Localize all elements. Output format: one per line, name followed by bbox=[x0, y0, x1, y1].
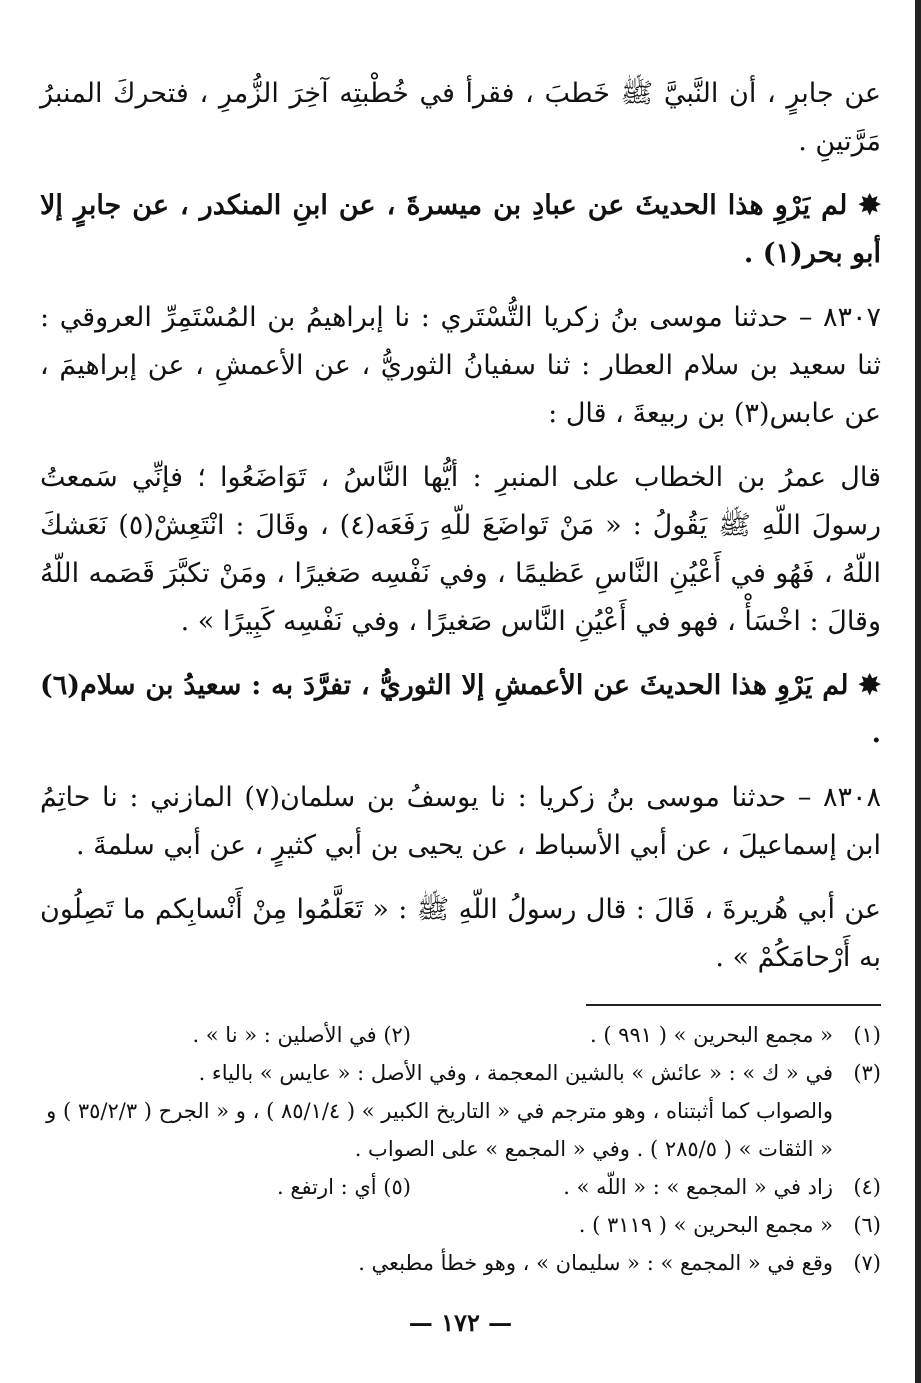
footnote-6-mark: (٦) bbox=[853, 1213, 881, 1237]
footnote-1-mark: (١) bbox=[853, 1023, 881, 1047]
paragraph-hadith-8307-isnad: ٨٣٠٧ – حدثنا موسى بنُ زكريا التُّسْتَري : نا إبراهيمُ بن المُسْتَمِرِّ العروقي : ثنا سعيد بن سلام العطار : ثنا سفيانُ الثوريُّ ، عن الأعمشِ ، عن إبراهيمَ ، عن عابس(٣) بن ربيعةَ ، قال : bbox=[40, 302, 881, 429]
paragraph-note-1: ✸ لم يَرْوِ هذا الحديثَ عن عبادِ بن ميسرةَ ، عن ابنِ المنكدر ، عن جابرٍ إلا أبو بحر(١) . bbox=[40, 190, 881, 269]
footnote-3-continued: والصواب كما أثبتناه ، وهو مترجم في « التاريخ الكبير » ( ٨٥/١/٤ ) ، و « الجرح ( ٣٥/٢/٣ ) و « الثقات » ( ٢٨٥/٥ ) . وفي « المجمع » على الصواب . bbox=[46, 1099, 833, 1161]
footnote-4 bbox=[411, 1168, 881, 1206]
page-edge-shadow bbox=[915, 0, 921, 1383]
footnote-6 bbox=[40, 1206, 881, 1244]
footnote-7-text: وقع في « المجمع » : « سليمان » ، وهو خطأ مطبعي . bbox=[358, 1251, 833, 1275]
footnote-divider bbox=[586, 1004, 881, 1006]
page-body bbox=[40, 70, 881, 1282]
footnote-3 bbox=[40, 1054, 881, 1092]
page-number: — ١٧٢ — bbox=[408, 1308, 513, 1337]
footnote-3-mark: (٣) bbox=[853, 1061, 881, 1085]
paragraph-hadith-8307-matn: قال عمرُ بن الخطاب على المنبرِ : أيُّها النَّاسُ ، تَوَاضَعُوا ؛ فإنِّي سَمعتُ رسولَ اللّهِ ﷺ يَقُولُ : « مَنْ تَواضَعَ للّهِ رَفَعَه(٤) ، وقَالَ : انْتَعِشْ(٥) نَعَشكَ اللّهُ ، فَهُو في أَعْيُنِ النَّاسِ عَظيمًا ، وفي نَفْسِه صَغيرًا ، ومَنْ تكبَّرَ قَصَمه اللّهُ وقالَ : اخْسَأْ ، فهو في أَعْيُنِ النَّاس صَغيرًا ، وفي نَفْسِه كَبِيرًا » . bbox=[40, 462, 881, 637]
footnote-4-mark: (٤) bbox=[853, 1175, 881, 1199]
footnote-1-text: « مجمع البحرين » ( ٩٩١ ) . bbox=[590, 1023, 833, 1047]
footnote-7 bbox=[40, 1244, 881, 1282]
footnote-5: (٥) أي : ارتفع . bbox=[276, 1175, 411, 1199]
paragraph-hadith-8308-matn: عن أبي هُريرةَ ، قَالَ : قال رسولُ اللّهِ ﷺ : « تَعَلَّمُوا مِنْ أَنْسابِكم ما تَصِلُون به أَرْحامَكُمْ » . bbox=[40, 894, 881, 973]
footnote-4-text: زاد في « المجمع » : « اللّه » . bbox=[563, 1175, 833, 1199]
paragraph-hadith-8308-isnad: ٨٣٠٨ – حدثنا موسى بنُ زكريا : نا يوسفُ بن سلمان(٧) المازني : نا حاتِمُ ابن إسماعيلَ ، عن أبي الأسباط ، عن يحيى بن أبي كثيرٍ ، عن أبي سلمةَ . bbox=[40, 782, 881, 861]
paragraph-note-2: ✸ لم يَرْوِ هذا الحديثَ عن الأعمشِ إلا الثوريُّ ، تفرَّدَ به : سعيدُ بن سلام(٦) . bbox=[40, 670, 881, 749]
footnote-2: (٢) في الأصلين : « نا » . bbox=[192, 1023, 411, 1047]
footnote-3-text: في « ك » : « عائش » بالشين المعجمة ، وفي الأصل : « عايس » بالياء . bbox=[198, 1061, 833, 1085]
footnote-6-text: « مجمع البحرين » ( ٣١١٩ ) . bbox=[578, 1213, 833, 1237]
paragraph-hadith-jabir: عن جابرٍ ، أن النَّبيَّ ﷺ خَطبَ ، فقرأ في خُطْبتِه آخِرَ الزُّمرِ ، فتحركَ المنبرُ مَرَّتينِ . bbox=[40, 78, 881, 157]
footnote-row-1 bbox=[40, 1016, 881, 1054]
footnote-1 bbox=[411, 1016, 881, 1054]
footnote-7-mark: (٧) bbox=[853, 1251, 881, 1275]
footnote-row-4 bbox=[40, 1168, 881, 1206]
